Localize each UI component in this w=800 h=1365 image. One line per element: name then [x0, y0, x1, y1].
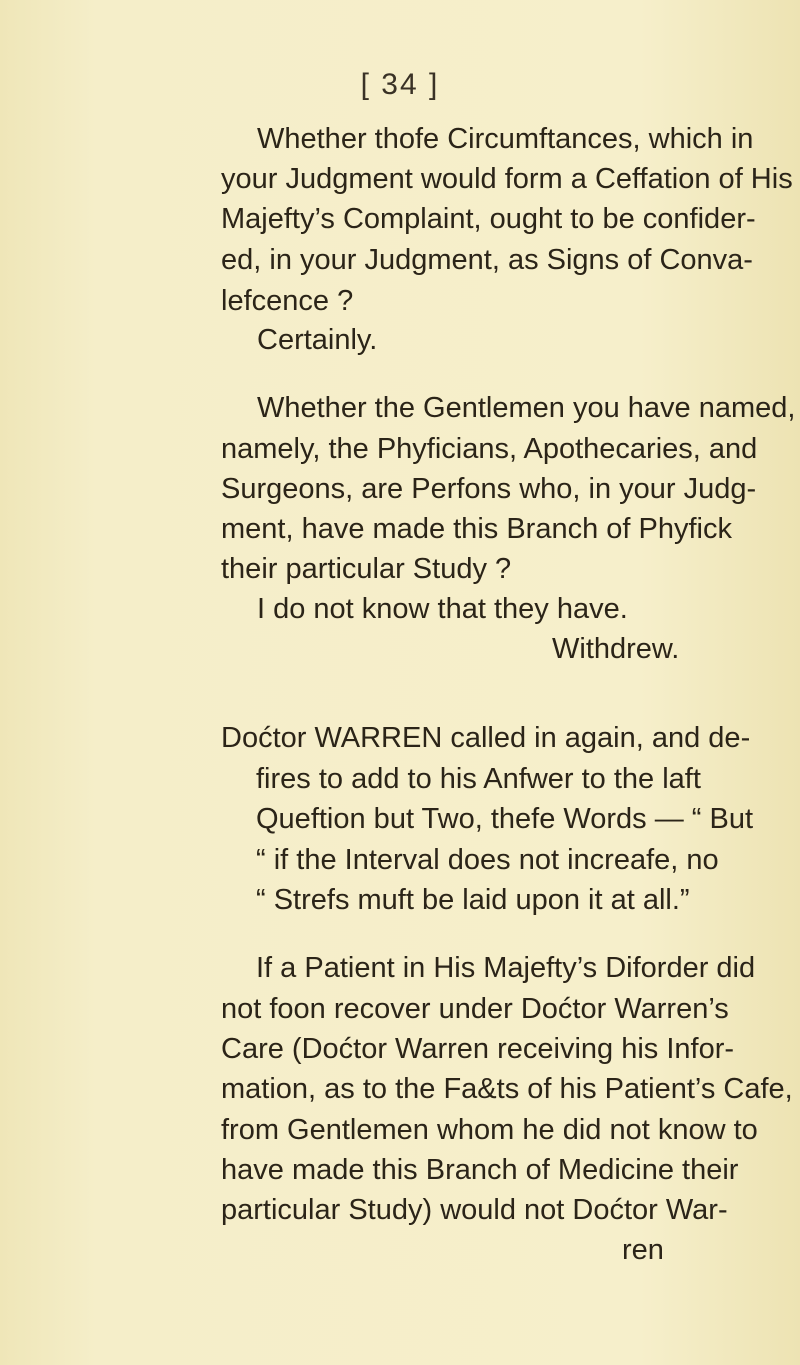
text-line: ment, have made this Branch of Phyfick — [221, 513, 732, 545]
page-number: [ 34 ] — [360, 68, 440, 101]
text-line: their particular Study ? — [221, 553, 512, 585]
text-line: Majefty’s Complaint, ought to be confider- — [221, 203, 756, 235]
text-line: lefcence ? — [221, 285, 354, 317]
text-line: Care (Doćtor Warren receiving his Infor- — [221, 1033, 735, 1065]
text-line: namely, the Phyficians, Apothecaries, and — [221, 433, 758, 465]
text-line: “ Strefs muft be laid upon it at all.” — [256, 884, 690, 916]
text-line: Doćtor WARREN called in again, and de- — [221, 722, 751, 754]
text-line: Surgeons, are Perfons who, in your Judg- — [221, 473, 757, 505]
text-line: Whether the Gentlemen you have named, — [257, 392, 796, 424]
text-line: If a Patient in His Majefty’s Diforder did — [256, 952, 756, 984]
catchword: ren — [622, 1234, 664, 1266]
text-line: Withdrew. — [552, 633, 680, 665]
text-line: Certainly. — [257, 324, 378, 356]
text-line: “ if the Interval does not increafe, no — [256, 844, 719, 876]
text-line: not foon recover under Doćtor Warren’s — [221, 993, 729, 1025]
text-line: mation, as to the Fa&ts of his Patient’s Cafe, — [221, 1073, 793, 1105]
text-line: particular Study) would not Doćtor War- — [221, 1194, 728, 1226]
text-line: fires to add to his Anfwer to the laft — [256, 763, 701, 795]
text-line: I do not know that they have. — [257, 593, 628, 625]
text-line: from Gentlemen whom he did not know to — [221, 1114, 758, 1146]
text-line: your Judgment would form a Ceffation of His — [221, 163, 793, 195]
text-line: have made this Branch of Medicine their — [221, 1154, 739, 1186]
text-line: Queftion but Two, thefe Words — “ But — [256, 803, 754, 835]
text-line: Whether thofe Circumftances, which in — [257, 123, 754, 155]
text-line: ed, in your Judgment, as Signs of Conva- — [221, 244, 753, 276]
